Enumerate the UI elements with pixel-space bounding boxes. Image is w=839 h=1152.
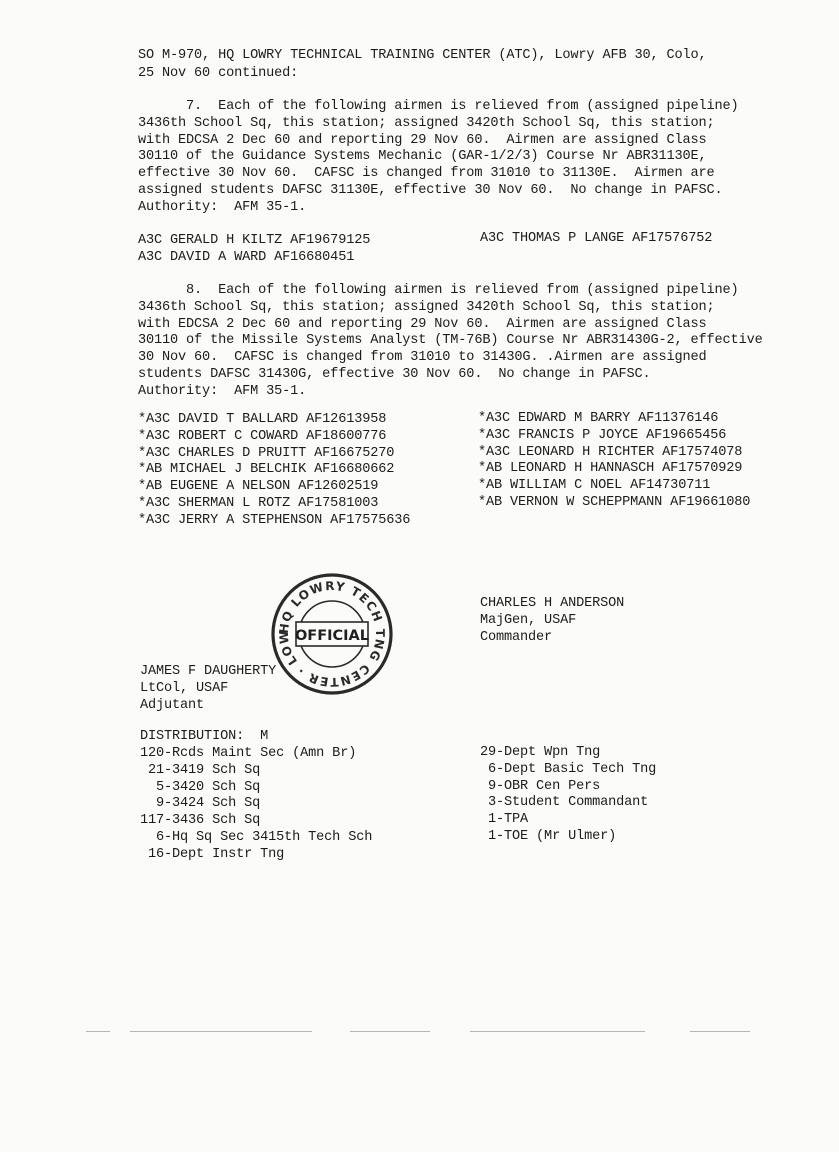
commander-block: [480, 596, 624, 646]
scan-rule: [350, 1031, 430, 1032]
seal-svg: [270, 572, 394, 696]
seal-ring-text: HQ LOWRY TECH TNG CENTER · LOW: [276, 578, 388, 690]
commander-rank: MajGen, USAF: [480, 612, 577, 628]
airman-entry: *AB MICHAEL J BELCHIK AF16680662: [138, 462, 395, 478]
header-line-2: 25 Nov 60 continued:: [138, 66, 299, 81]
airman-entry: *A3C LEONARD H RICHTER AF17574078: [478, 444, 743, 460]
airman-entry: *AB WILLIAM C NOEL AF14730711: [478, 478, 711, 494]
adjutant-name: JAMES F DAUGHERTY: [140, 664, 277, 679]
distribution-entry: 21-3419 Sch Sq: [140, 762, 261, 778]
adjutant-block: [140, 664, 276, 714]
seal-center-text: OFFICIAL: [294, 628, 370, 644]
paragraph-7: [138, 99, 739, 217]
distribution-entry: 16-Dept Instr Tng: [140, 846, 285, 862]
airman-entry: *A3C FRANCIS P JOYCE AF19665456: [478, 427, 727, 443]
scan-rule: [130, 1031, 312, 1032]
commander-name: CHARLES H ANDERSON: [480, 596, 625, 611]
distribution-heading-text: DISTRIBUTION: M: [140, 729, 269, 744]
para7-line: assigned students DAFSC 31130E, effective 30 Nov 60. No change in PAFSC.: [138, 182, 723, 198]
para7-line: Authority: AFM 35-1.: [138, 199, 307, 215]
airman-entry: *AB VERNON W SCHEPPMANN AF19661080: [478, 494, 751, 510]
distribution-entry: 120-Rcds Maint Sec (Amn Br): [140, 746, 357, 761]
distribution-entry: 1-TOE (Mr Ulmer): [480, 828, 617, 844]
distribution-left: [140, 746, 372, 864]
commander-title: Commander: [480, 629, 553, 645]
para7-airmen-left: [138, 233, 370, 267]
para8-line: 8. Each of the following airmen is relieved from (assigned pipeline): [138, 283, 739, 298]
airman-entry: A3C THOMAS P LANGE AF17576752: [480, 231, 713, 246]
para8-line: 3436th School Sq, this station; assigned 3420th School Sq, this station;: [138, 299, 715, 315]
airman-entry: *AB EUGENE A NELSON AF12602519: [138, 479, 379, 495]
airman-entry: *A3C ROBERT C COWARD AF18600776: [138, 428, 387, 444]
distribution-heading: [140, 729, 268, 746]
paragraph-8: [138, 283, 763, 401]
distribution-entry: 1-TPA: [480, 812, 529, 828]
para7-line: 3436th School Sq, this station; assigned 3420th School Sq, this station;: [138, 115, 715, 131]
airman-entry: *A3C CHARLES D PRUITT AF16675270: [138, 445, 395, 461]
para8-line: Authority: AFM 35-1.: [138, 383, 307, 399]
scan-rule: [470, 1031, 645, 1032]
official-seal-stamp: [270, 572, 394, 696]
para8-line: students DAFSC 31430G, effective 30 Nov 60. No change in PAFSC.: [138, 366, 651, 382]
airman-entry: *A3C EDWARD M BARRY AF11376146: [478, 411, 719, 426]
scan-rule: [86, 1031, 110, 1032]
distribution-entry: 9-OBR Cen Pers: [480, 778, 601, 794]
distribution-entry: 29-Dept Wpn Tng: [480, 745, 601, 760]
para7-line: with EDCSA 2 Dec 60 and reporting 29 Nov 60. Airmen are assigned Class: [138, 132, 707, 148]
distribution-entry: 6-Hq Sq Sec 3415th Tech Sch: [140, 829, 373, 845]
para8-airmen-left: [138, 412, 410, 530]
para7-airmen-right: [480, 231, 712, 248]
para8-line: with EDCSA 2 Dec 60 and reporting 29 Nov 60. Airmen are assigned Class: [138, 316, 707, 332]
adjutant-rank: LtCol, USAF: [140, 680, 229, 696]
airman-entry: *A3C DAVID T BALLARD AF12613958: [138, 412, 387, 427]
airman-entry: A3C GERALD H KILTZ AF19679125: [138, 233, 371, 248]
airman-entry: *AB LEONARD H HANNASCH AF17570929: [478, 461, 743, 477]
para7-line: 30110 of the Guidance Systems Mechanic (GAR-1/2/3) Course Nr ABR31130E,: [138, 149, 707, 165]
distribution-entry: 6-Dept Basic Tech Tng: [480, 761, 657, 777]
distribution-entry: 5-3420 Sch Sq: [140, 779, 261, 795]
distribution-right: [480, 745, 656, 846]
para8-line: 30110 of the Missile Systems Analyst (TM-76B) Course Nr ABR31430G-2, effective: [138, 333, 763, 349]
para8-airmen-right: [478, 411, 750, 512]
header-line-1: SO M-970, HQ LOWRY TECHNICAL TRAINING CENTER (ATC), Lowry AFB 30, Colo,: [138, 48, 707, 63]
para7-line: 7. Each of the following airmen is relieved from (assigned pipeline): [138, 99, 739, 114]
distribution-entry: 117-3436 Sch Sq: [140, 813, 261, 829]
airman-entry: *A3C SHERMAN L ROTZ AF17581003: [138, 495, 379, 511]
distribution-entry: 3-Student Commandant: [480, 795, 649, 811]
airman-entry: *A3C JERRY A STEPHENSON AF17575636: [138, 512, 411, 528]
para8-line: 30 Nov 60. CAFSC is changed from 31010 to 31430G. .Airmen are assigned: [138, 350, 707, 366]
para7-line: effective 30 Nov 60. CAFSC is changed from 31010 to 31130E. Airmen are: [138, 166, 715, 182]
scan-rule: [690, 1031, 750, 1032]
distribution-entry: 9-3424 Sch Sq: [140, 796, 261, 812]
adjutant-title: Adjutant: [140, 697, 205, 713]
airman-entry: A3C DAVID A WARD AF16680451: [138, 249, 355, 265]
